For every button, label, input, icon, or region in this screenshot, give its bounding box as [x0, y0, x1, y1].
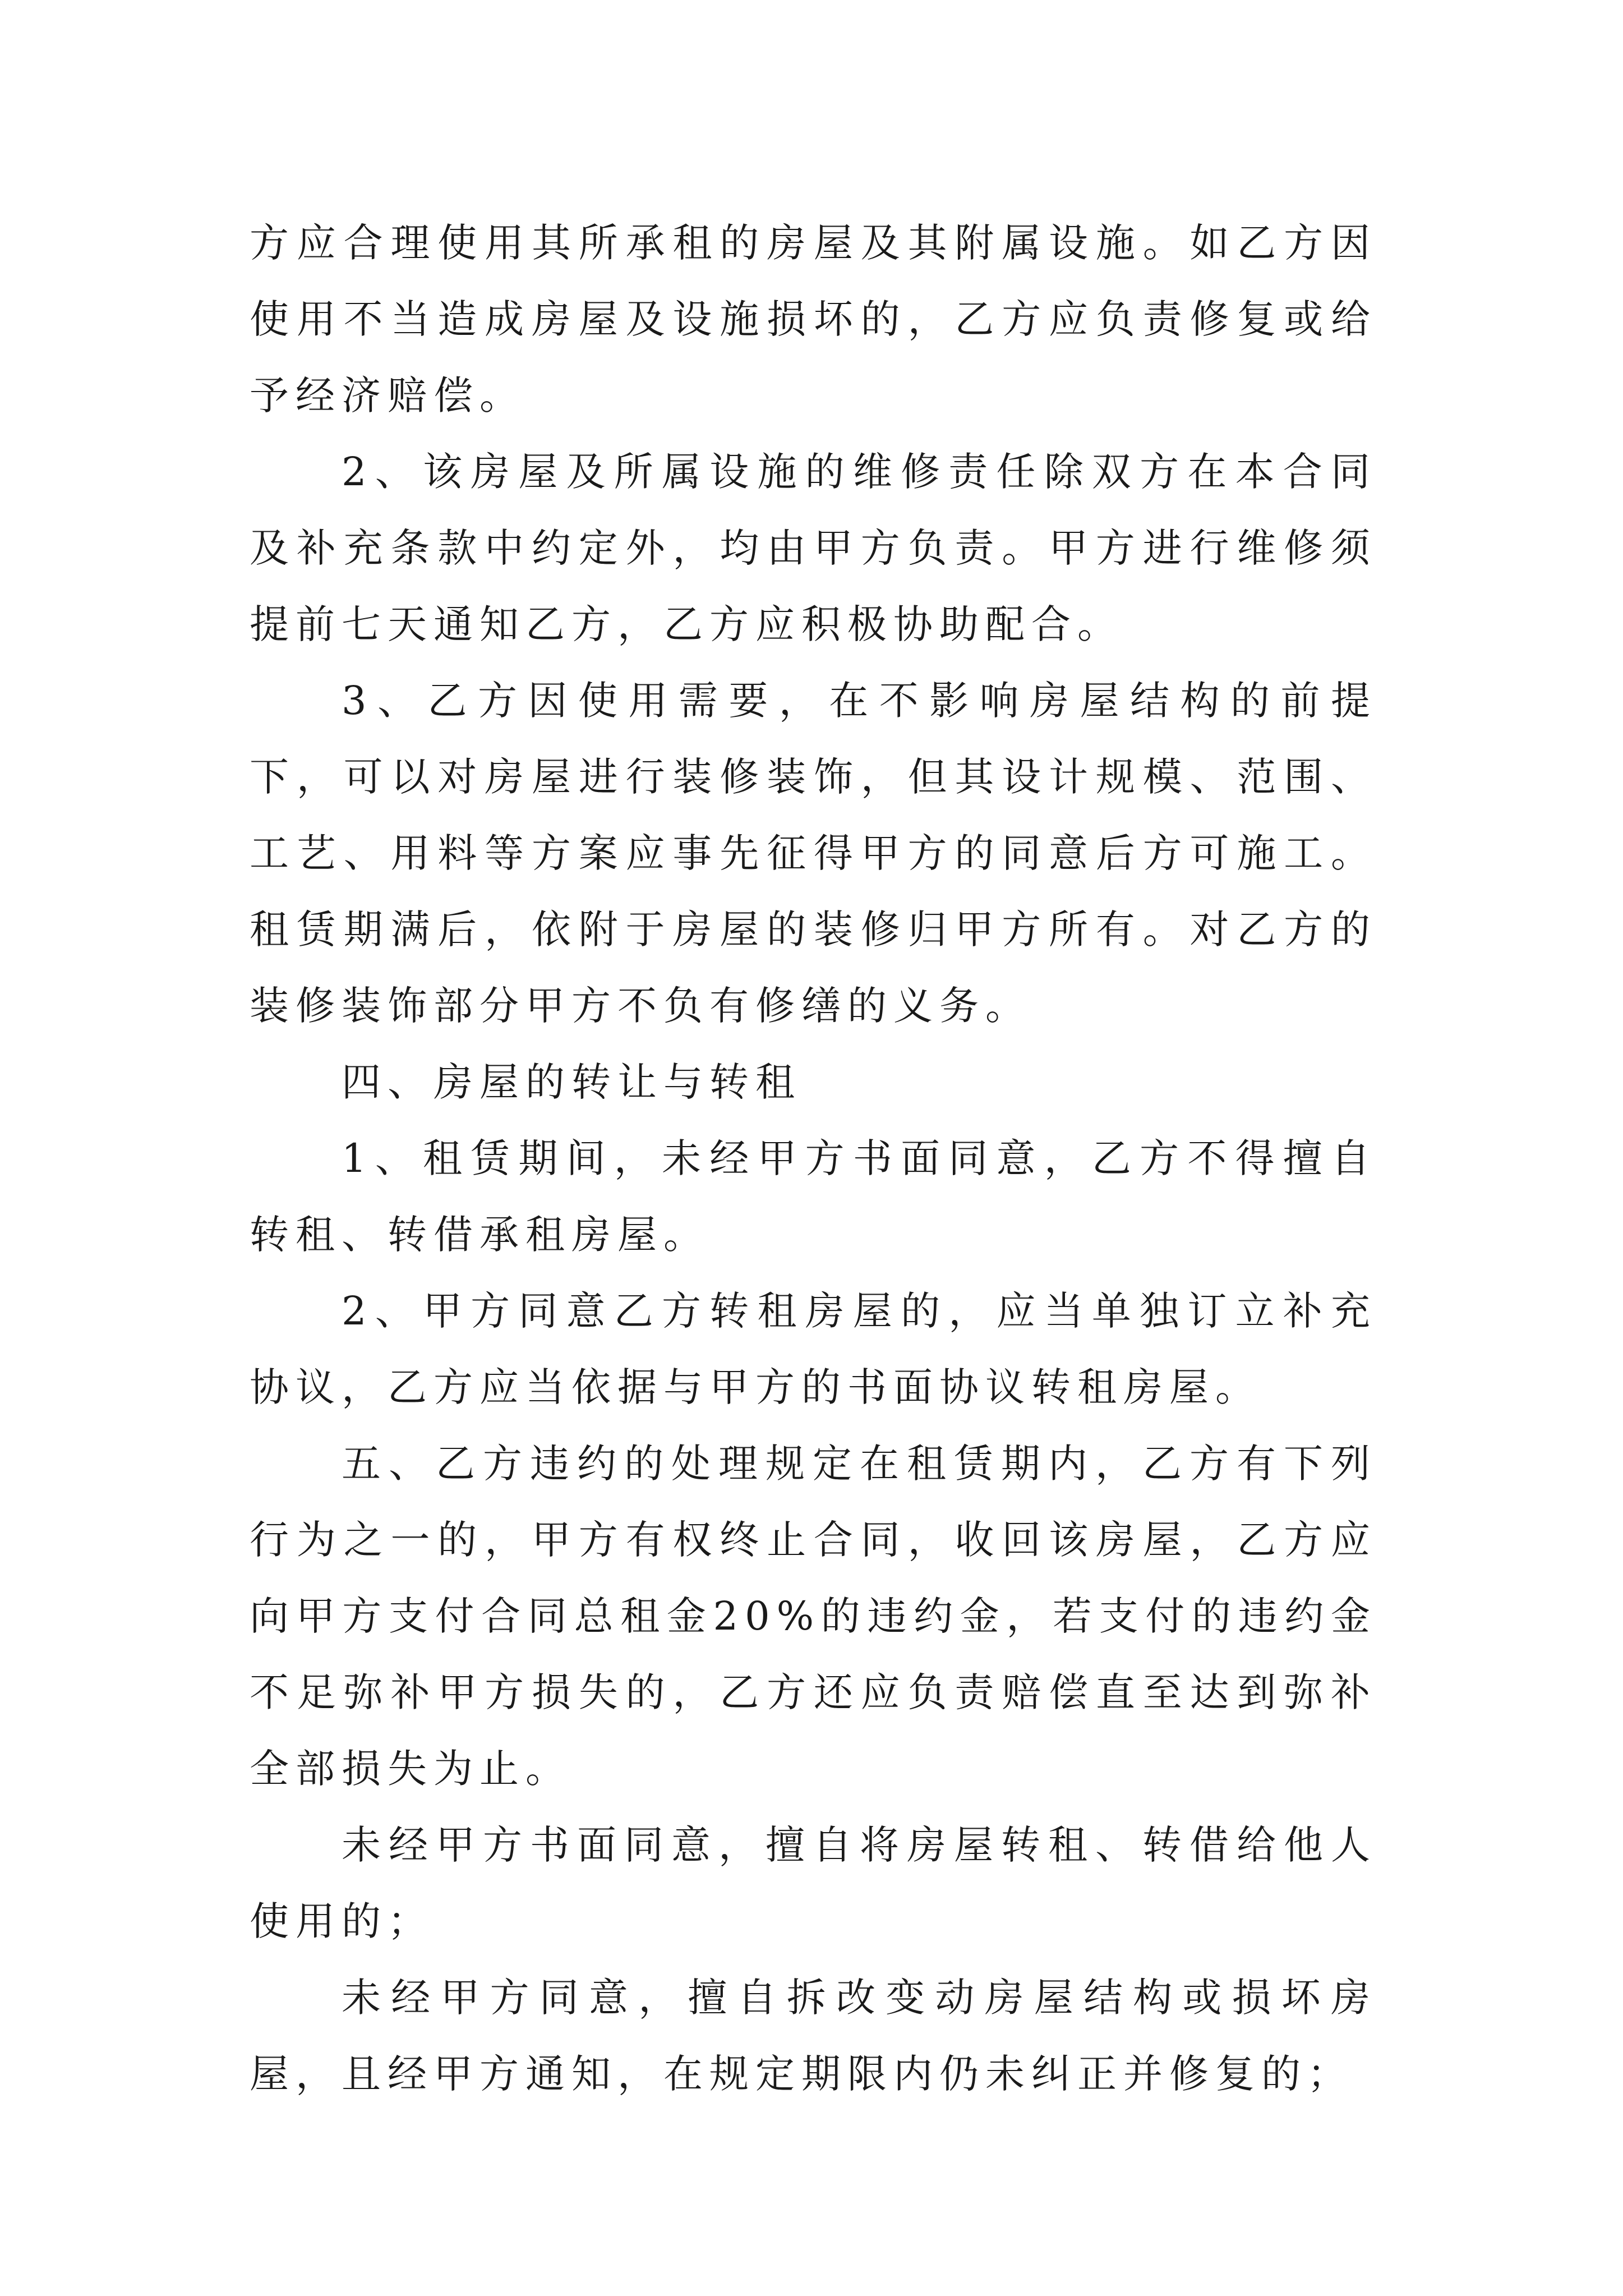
- paragraph: 未经甲方书面同意，擅自将房屋转租、转借给他人使用的；: [250, 1822, 1377, 1944]
- paragraph: 1、租赁期间，未经甲方书面同意，乙方不得擅自转租、转借承租房屋。: [250, 1135, 1377, 1258]
- paragraph: 方应合理使用其所承租的房屋及其附属设施。如乙方因使用不当造成房屋及设施损坏的，乙方应负责修复或给予经济赔偿。: [250, 220, 1377, 418]
- paragraph: 3、乙方因使用需要，在不影响房屋结构的前提下，可以对房屋进行装修装饰，但其设计规模、范围、工艺、用料等方案应事先征得甲方的同意后方可施工。租赁期满后，依附于房屋的装修归甲方所有。对乙方的装修装饰部分甲方不负有修缮的义务。: [250, 678, 1377, 1029]
- document-body: [250, 205, 1377, 2112]
- paragraph: 2、该房屋及所属设施的维修责任除双方在本合同及补充条款中约定外，均由甲方负责。甲方进行维修须提前七天通知乙方，乙方应积极协助配合。: [250, 449, 1377, 647]
- section-heading: 四、房屋的转让与转租: [342, 1059, 801, 1105]
- paragraph: 五、乙方违约的处理规定在租赁期内，乙方有下列行为之一的，甲方有权终止合同，收回该房屋，乙方应向甲方支付合同总租金20%的违约金，若支付的违约金不足弥补甲方损失的，乙方还应负责赔偿直至达到弥补全部损失为止。: [250, 1441, 1377, 1792]
- paragraph: 未经甲方同意，擅自拆改变动房屋结构或损坏房屋，且经甲方通知，在规定期限内仍未纠正并修复的；: [250, 1975, 1377, 2097]
- paragraph: 2、甲方同意乙方转租房屋的，应当单独订立补充协议，乙方应当依据与甲方的书面协议转租房屋。: [250, 1288, 1377, 1410]
